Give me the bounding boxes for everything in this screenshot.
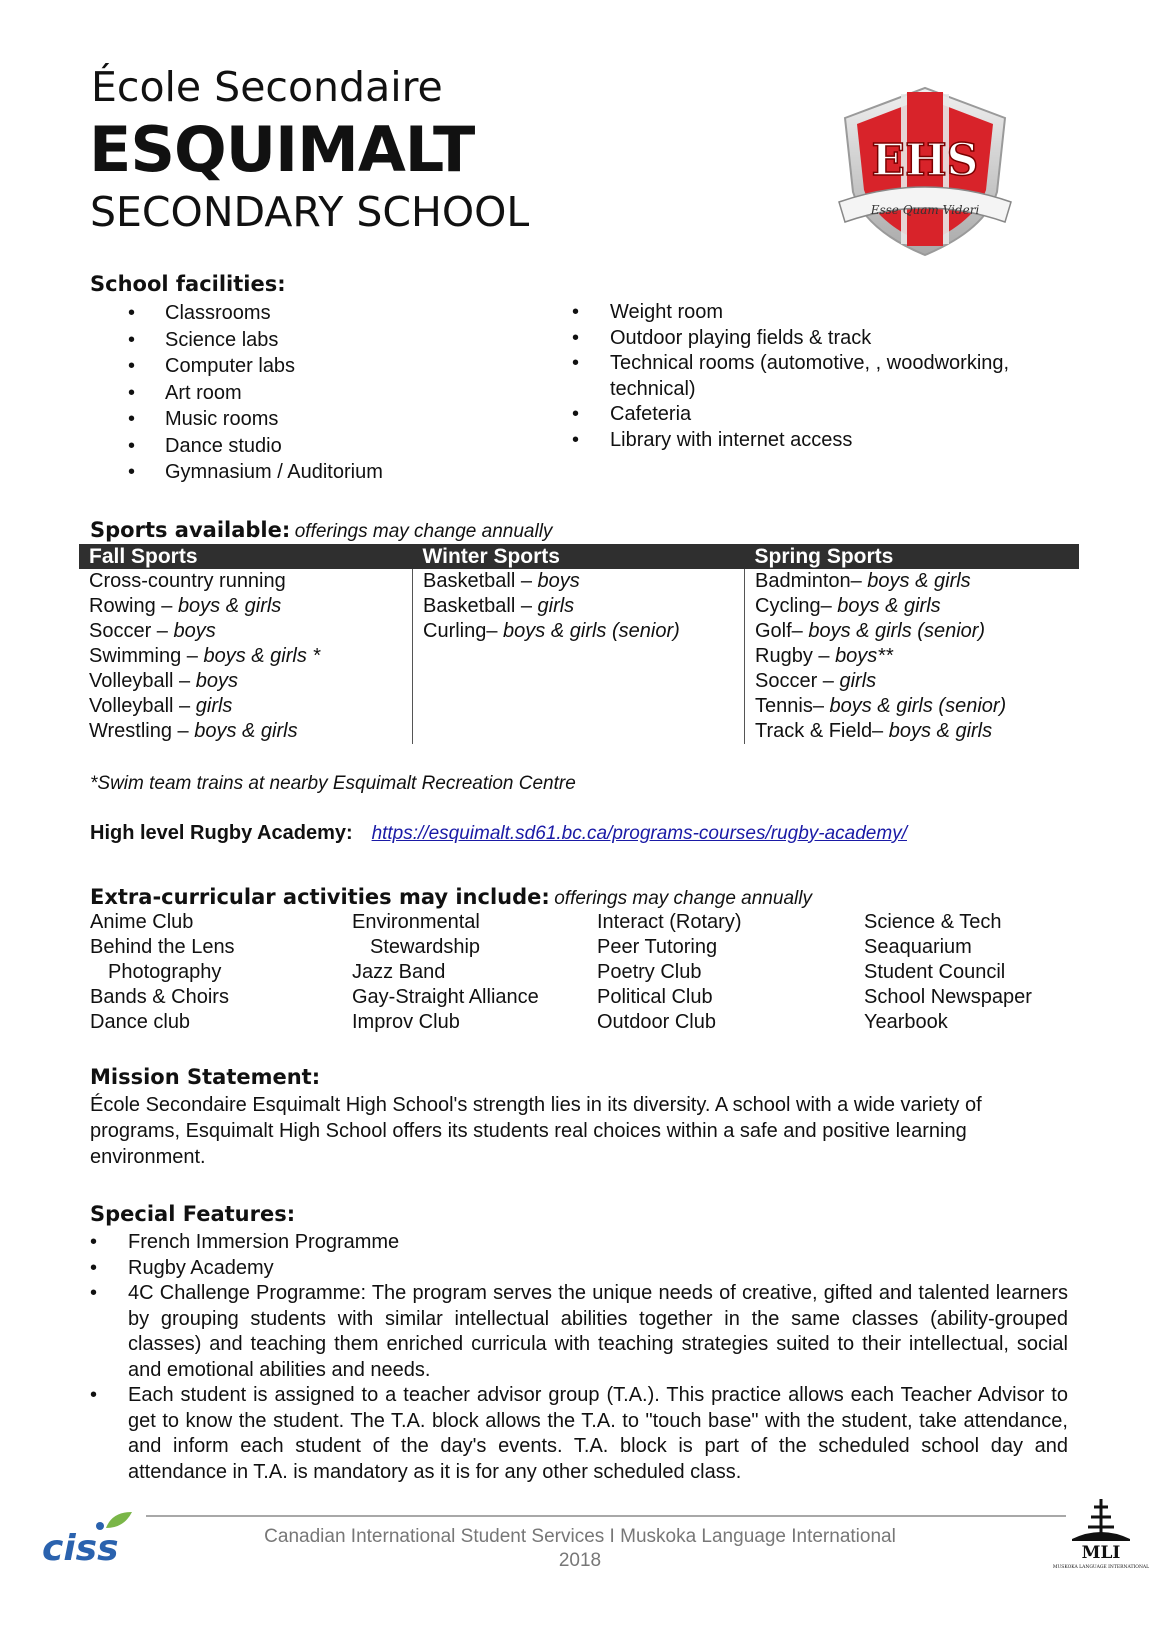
- footer-line2: 2018: [558, 1550, 602, 1571]
- bullet-icon: •: [128, 302, 136, 324]
- activities-column-3: [597, 910, 741, 1035]
- footer-text: [200, 1525, 960, 1573]
- sports-heading: Sports available:: [90, 518, 291, 542]
- list-item: Dance club: [90, 1011, 191, 1033]
- list-item: Swimming – boys & girls *: [89, 645, 321, 667]
- list-item: • Science labs: [90, 327, 510, 354]
- special-features-list: [90, 1230, 1068, 1485]
- list-item: School Newspaper: [864, 986, 1032, 1008]
- bullet-icon: •: [90, 1282, 98, 1304]
- list-item: Outdoor Club: [597, 1011, 716, 1033]
- facilities-list-right: [572, 300, 1062, 453]
- list-item: Poetry Club: [597, 961, 702, 983]
- footer-divider: [146, 1515, 1066, 1517]
- list-item: Peer Tutoring: [597, 936, 718, 958]
- extracurricular-note: offerings may change annually: [554, 888, 812, 909]
- activities-column-4: [864, 910, 1032, 1035]
- list-item: Interact (Rotary): [597, 911, 742, 933]
- rugby-academy-row: [90, 822, 907, 845]
- bullet-icon: •: [128, 408, 136, 430]
- list-item: Jazz Band: [352, 961, 446, 983]
- list-item: Science & Tech: [864, 911, 1002, 933]
- bullet-icon: •: [128, 355, 136, 377]
- list-item: Tennis– boys & girls (senior): [755, 695, 1007, 717]
- list-item: Badminton– boys & girls: [755, 570, 971, 592]
- list-item: • Library with internet access: [572, 428, 1062, 454]
- list-item: Track & Field– boys & girls: [755, 720, 993, 742]
- bullet-icon: •: [572, 326, 580, 349]
- extracurricular-heading: Extra-curricular activities may include:: [90, 885, 550, 909]
- bullet-icon: •: [128, 328, 136, 351]
- sports-note: offerings may change annually: [294, 521, 553, 542]
- list-item: • Computer labs: [90, 353, 510, 380]
- list-item: Stewardship: [370, 936, 481, 958]
- extracurricular-heading-row: [90, 884, 812, 910]
- list-item: Cycling– boys & girls: [755, 595, 941, 617]
- list-item: • Outdoor playing fields & track: [572, 326, 1062, 352]
- column-header-spring: Spring Sports: [745, 544, 1080, 569]
- bullet-icon: •: [572, 428, 580, 451]
- spring-sports-cell: [745, 569, 1080, 744]
- list-item: • Weight room: [572, 300, 1062, 326]
- swim-footnote: *Swim team trains at nearby Esquimalt Recreation Centre: [90, 773, 576, 794]
- list-item: • Each student is assigned to a teacher advisor group (T.A.). This practice allows each Teacher Advisor to get to know the student. The T.A. block allows the T.A. to "touch base" with the student, take attendance, and inform each student of the day's events. T.A. block is part of the scheduled school day and attendance in T.A. is mandatory as it is for any other scheduled class.: [90, 1384, 1068, 1483]
- list-item: Rowing – boys & girls: [89, 595, 282, 617]
- list-item: Gay-Straight Alliance: [352, 986, 539, 1008]
- bullet-icon: •: [572, 301, 580, 323]
- list-item: • Classrooms: [90, 300, 510, 327]
- list-item: Anime Club: [90, 911, 194, 933]
- list-item: Volleyball – girls: [89, 695, 233, 717]
- list-item: Cross-country running: [89, 570, 286, 592]
- list-item: Soccer – girls: [755, 670, 877, 692]
- facilities-list-left: [90, 300, 510, 486]
- list-item: • 4C Challenge Programme: The program serves the unique needs of creative, gifted and talented learners by grouping students with similar intellectual abilities together in the same classes (ability-grouped classes) and teaching them enriched curricula with teaching strategies suited to their intellectual, social and emotional abilities and needs.: [90, 1282, 1068, 1381]
- list-item: Golf– boys & girls (senior): [755, 620, 986, 642]
- list-item: Yearbook: [864, 1011, 948, 1033]
- bullet-icon: •: [90, 1231, 98, 1253]
- table-row: [79, 569, 1079, 744]
- list-item: Improv Club: [352, 1011, 460, 1033]
- table-header-row: [79, 544, 1079, 569]
- mission-heading: Mission Statement:: [90, 1065, 321, 1089]
- school-name-line3: SECONDARY SCHOOL: [90, 188, 530, 236]
- bullet-icon: •: [128, 381, 136, 404]
- winter-sports-cell: [413, 569, 745, 744]
- list-item: Seaquarium: [864, 936, 972, 958]
- list-item: • Art room: [90, 380, 510, 407]
- bullet-icon: •: [128, 434, 136, 457]
- sports-table: [79, 544, 1079, 744]
- svg-text:MUSKOKA LANGUAGE INTERNATIONAL: MUSKOKA LANGUAGE INTERNATIONAL: [1052, 1565, 1150, 1570]
- list-item: Bands & Choirs: [90, 986, 229, 1008]
- list-item: Rugby – boys**: [755, 645, 893, 667]
- mli-logo: [1052, 1495, 1150, 1571]
- list-item: Volleyball – boys: [89, 670, 238, 692]
- rugby-academy-label: High level Rugby Academy:: [90, 822, 353, 844]
- list-item: • Gymnasium / Auditorium: [90, 459, 510, 486]
- list-item: • French Immersion Programme: [90, 1230, 1068, 1256]
- svg-text:ciss: ciss: [42, 1528, 119, 1569]
- column-header-winter: Winter Sports: [413, 544, 745, 569]
- bullet-icon: •: [128, 461, 136, 483]
- bullet-icon: •: [572, 352, 580, 374]
- crest-letters: EHS: [871, 135, 979, 186]
- fall-sports-cell: [79, 569, 413, 744]
- crest-motto: Esse Quam Videri: [870, 203, 980, 217]
- list-item: • Music rooms: [90, 406, 510, 433]
- list-item: Basketball – girls: [423, 595, 575, 617]
- svg-text:MLI: MLI: [1081, 1543, 1121, 1563]
- special-features-heading: Special Features:: [90, 1202, 296, 1226]
- column-header-fall: Fall Sports: [79, 544, 413, 569]
- school-crest-logo: [835, 80, 1015, 260]
- bullet-icon: •: [572, 403, 580, 425]
- list-item: • Rugby Academy: [90, 1256, 1068, 1282]
- list-item: Photography: [108, 961, 222, 983]
- mission-text: École Secondaire Esquimalt High School's strength lies in its diversity. A school with a wide variety of programs, Esquimalt High School offers its students real choices within a safe and positive learning environment.: [90, 1094, 982, 1168]
- facilities-heading: School facilities:: [90, 272, 286, 296]
- bullet-icon: •: [90, 1256, 98, 1279]
- school-name-line2: ESQUIMALT: [89, 113, 475, 186]
- list-item: Environmental: [352, 911, 480, 933]
- list-item: • Technical rooms (automotive, , woodworking, technical): [572, 352, 1010, 400]
- list-item: • Cafeteria: [572, 402, 1062, 428]
- rugby-academy-link[interactable]: https://esquimalt.sd61.bc.ca/programs-courses/rugby-academy/: [371, 823, 907, 844]
- list-item: Wrestling – boys & girls: [89, 720, 298, 742]
- list-item: Soccer – boys: [89, 620, 216, 642]
- school-name-line1: École Secondaire: [91, 63, 443, 111]
- list-item: Curling– boys & girls (senior): [423, 620, 680, 642]
- sports-heading-row: [90, 517, 552, 543]
- activities-column-1: [90, 910, 235, 1035]
- list-item: Political Club: [597, 986, 713, 1008]
- ciss-logo: [40, 1510, 144, 1568]
- activities-column-2: [352, 910, 539, 1035]
- bullet-icon: •: [90, 1384, 98, 1406]
- footer-line1: Canadian International Student Services I Muskoka Language International: [264, 1526, 896, 1547]
- list-item: • Dance studio: [90, 433, 510, 460]
- list-item: Student Council: [864, 961, 1006, 983]
- list-item: Basketball – boys: [423, 570, 580, 592]
- list-item: Behind the Lens: [90, 936, 235, 958]
